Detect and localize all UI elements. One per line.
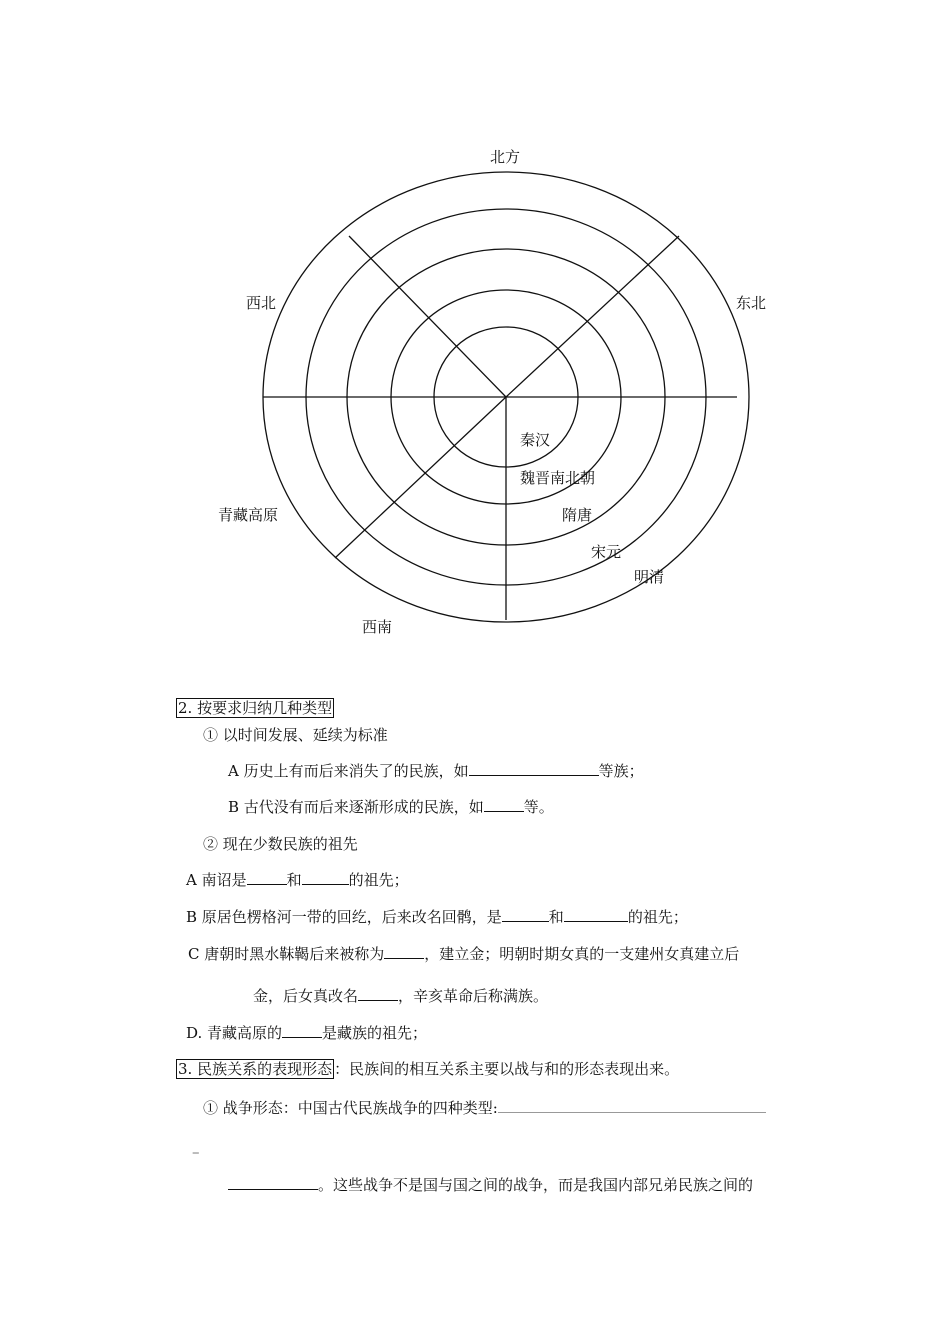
blank-nanzhao-1[interactable]: [247, 870, 287, 885]
item2-b-2: 和: [548, 908, 564, 926]
blank-formed-peoples[interactable]: [484, 797, 524, 812]
section3-dash: –: [192, 1143, 200, 1161]
blank-huihu-2[interactable]: [564, 907, 628, 922]
blank-heishui-mohe[interactable]: [384, 944, 424, 959]
item2-c-3: 金，后女真改名: [253, 987, 359, 1005]
item2-c-2: ，建立金；明朝时期女真的一支建州女真建立后: [424, 945, 740, 963]
label-southwest: 西南: [362, 618, 393, 636]
southwest-divider: [335, 397, 506, 558]
section2-item2-b: [186, 907, 688, 927]
label-period-song-yuan: 宋元: [591, 543, 622, 561]
era-region-diagram: [0, 0, 950, 660]
section2-item2-d: [186, 1023, 427, 1043]
section2-item1-a: [228, 761, 644, 781]
blank-tibet-ancestor[interactable]: [282, 1023, 322, 1038]
section3-heading-rest: ：民族间的相互关系主要以战与和的形态表现出来。: [334, 1060, 680, 1078]
label-period-sui-tang: 隋唐: [562, 506, 593, 524]
blank-nanzhao-2[interactable]: [302, 870, 349, 885]
item1-b-after: 等。: [523, 798, 554, 816]
label-north: 北方: [490, 148, 521, 166]
item2-a-3: 的祖先；: [348, 871, 409, 889]
item2-a-2: 和: [286, 871, 302, 889]
section2-item1-b: [228, 797, 554, 817]
section3-heading: 3. 民族关系的表现形态: [178, 1060, 333, 1078]
blank-war-types[interactable]: [498, 1098, 766, 1113]
section2-item1-title: [203, 725, 388, 745]
section2-item2-title: [203, 834, 358, 854]
section3-item1-title: ① 战争形态：中国古代民族战争的四种类型:: [203, 1099, 498, 1117]
section3-last-line: [228, 1175, 753, 1195]
item1-a-after: 等族；: [598, 762, 644, 780]
item2-c-1: C 唐朝时黑水靺鞨后来被称为: [188, 945, 385, 963]
section3-item1: [203, 1098, 766, 1118]
label-northeast: 东北: [736, 294, 767, 312]
blank-vanished-peoples[interactable]: [469, 761, 599, 776]
section2-item2-a: [186, 870, 409, 890]
item2-title-text: ② 现在少数民族的祖先: [203, 835, 358, 853]
item2-a-1: A 南诏是: [186, 871, 247, 889]
item2-d-1: D. 青藏高原的: [186, 1024, 283, 1042]
section2-item2-c-cont: [253, 986, 548, 1006]
section3-heading-line: [176, 1059, 679, 1079]
label-period-wei-jin: 魏晋南北朝: [520, 469, 596, 487]
section2-item2-c: [188, 944, 739, 964]
section2-heading: 2. 按要求归纳几种类型: [178, 699, 333, 717]
item2-d-2: 是藏族的祖先；: [322, 1024, 428, 1042]
item2-c-4: ，辛亥革命后称满族。: [398, 987, 549, 1005]
item1-title-text: ① 以时间发展、延续为标准: [203, 726, 388, 744]
blank-huihu-1[interactable]: [502, 907, 549, 922]
item2-b-1: B 原居色楞格河一带的回纥，后来改名回鹘，是: [186, 908, 502, 926]
section3-last-after: 。这些战争不是国与国之间的战争，而是我国内部兄弟民族之间的: [318, 1176, 754, 1194]
label-northwest: 西北: [246, 294, 277, 312]
blank-nuzhen-rename[interactable]: [358, 986, 398, 1001]
label-tibet: 青藏高原: [218, 506, 279, 524]
northeast-divider: [506, 236, 679, 397]
item1-b-before: B 古代没有而后来逐渐形成的民族，如: [228, 798, 484, 816]
blank-war-types-cont[interactable]: [228, 1175, 318, 1190]
label-period-ming-qing: 明清: [634, 568, 665, 586]
item1-a-before: A 历史上有而后来消失了的民族，如: [228, 762, 469, 780]
section3-dash-line: [192, 1142, 200, 1162]
label-period-qin-han: 秦汉: [520, 431, 551, 449]
item2-b-3: 的祖先；: [627, 908, 688, 926]
